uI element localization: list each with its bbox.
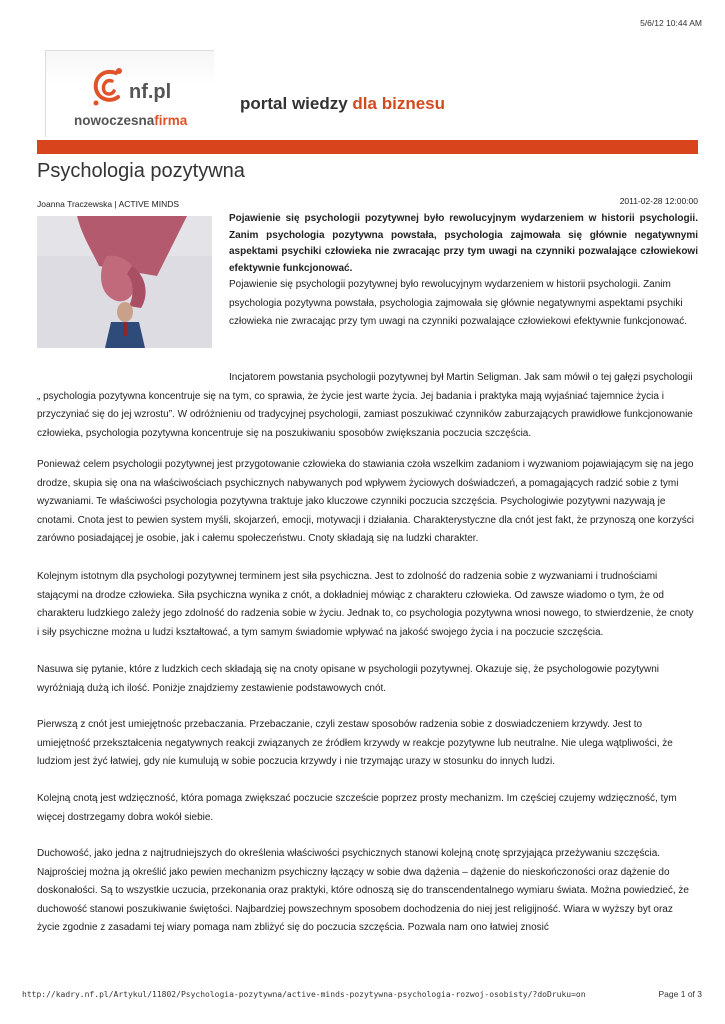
article-author: Joanna Traczewska | ACTIVE MINDS — [37, 199, 180, 209]
logo-firma-text: nowoczesnafirma — [74, 113, 188, 128]
article-title: Psychologia pozytywna — [37, 160, 245, 182]
header-divider-bar — [37, 140, 698, 154]
article-paragraph: Kolejnym istotnym dla psychologi pozytywnej terminem jest siła psychiczna. Jest to zdolność do radzenia sobie z wyzwaniami i trudnościami stającymi na drodze człowieka. Siła psychiczna wynika z cnót, a dokładniej mówiąc z charakteru człowieka. Od zawsze wiadomo o tym, że od charakteru ludzkiego zależy jego zdolność do radzenia sobie w życiu. Jednak to, co psychologia pozytywna wnosi nowego, to stwierdzenie, że cnoty i siły psychiczne można u ludzi kształtować, a tym samym świadomie wpływać na jakość swojego życia i na poczucie szczęścia. — [37, 571, 694, 638]
article-paragraph: Incjatorem powstania psychologii pozytywnej był Martin Seligman. Jak sam mówił o tej gałęzi psychologii „ psychologia pozytywna koncentruje się na tym, co sprawia, że życie jest warte życia. Jej badania i praktyka mają wyjaśniać tajemnice życia i przyczyniać się do jej wzrostu”. W odróżnieniu od tradycyjnej psychologii, zamiast poszukiwać czynników zaburzających prawidłowe funkcjonowanie człowieka, psychologia pozytywna koncentruje się na poszukiwaniu sposobów zwiększania poczucia szczęścia. — [37, 372, 693, 439]
footer-url-link[interactable]: http://kadry.nf.pl/Artykul/11802/Psychologia-pozytywna/active-minds-pozytywna-psychologia-rozwoj-osobisty/?doDruku=on — [22, 990, 586, 999]
article-paragraph: Ponieważ celem psychologii pozytywnej jest przygotowanie człowieka do stawiania czoła wszelkim zadaniom i wyzwaniom pojawiającym się na jego drodze, skupia się ona na właściwościach psychicznych nabywanych pod wpływem życiowych doświadczeń, a pomagających radzić sobie z tymi wyzwaniami. Te właściwości psychologia pozytywna traktuje jako kluczowe czynniki poczucia szczęścia. Psychologiwie pozytywni nazywają je cnotami. Cnota jest to pewien system myśli, skojarzeń, emocji, motywacji i działania. Charakterystyczne dla cnót jest fakt, że przynoszą one korzyści zarówno posiadającej je osobie, jak i całemu społeczeństwu. Cnoty składają się na ludzki charakter. — [37, 459, 694, 544]
footer-page-number: Page 1 of 3 — [658, 989, 702, 999]
article-image — [37, 216, 212, 348]
article-paragraph: Kolejną cnotą jest wdzięczność, która pomaga zwiększać poczucie szczeście poprzez prosty mechanizm. Im częściej czujemy wdzięczność, tym więcej dostrzegamy dobra wokół siebie. — [37, 793, 677, 823]
article-paragraph: Pojawienie się psychologii pozytywnej było rewolucyjnym wydarzeniem w historii psychologii. Zanim psychologia pozytywna powstała, psychologia zajmowała się głównie negatywnymi aspektami psychiki człowieka nie zwracając przy tym uwagi na czynniki pozwalające człowiekowi efektywnie funkcjonować. — [229, 279, 687, 327]
article-paragraph: Nasuwa się pytanie, które z ludzkich cech składają się na cnoty opisane w psychologii pozytywnej. Okazuje się, że psychologowie pozytywni wyróżniają dużą ich ilość. Poniżje znajdziemy zestawienie podstawowych cnót. — [37, 664, 659, 694]
article-paragraph: Pierwszą z cnót jest umiejętnośc przebaczania. Przebaczanie, czyli zestaw sposobów radzenia sobie z doswiadczeniem krzywdy. Jest to umiejętność przekształcenia negatywnych reakcji związanych ze źródłem krzywdy w reakcje pozytywne lub neutralne. Nie ulega wątpliwości, że ludziom jest żyć łatwiej, gdy nie kumulują w sobie poczucia krzywdy i nie trzymając urazy w stosunku do innych ludzi. — [37, 719, 673, 767]
logo-nf-text: nf.pl — [129, 81, 172, 103]
article-date: 2011-02-28 12:00:00 — [619, 196, 698, 206]
article-lead: Pojawienie się psychologii pozytywnej było rewolucyjnym wydarzeniem w historii psychologii. Zanim psychologia pozytywna powstała, psychologia zajmowała się głównie negatywnymi aspektami psychiki człowieka nie zwracając przy tym uwagi na czynniki pozwalające człowiekowi efektywnie funkcjonować. — [229, 213, 698, 274]
article-paragraph: Duchowość, jako jedna z najtrudniejszych do określenia właściwości psychicznych stanowi kolejną cnotę sprzyjająca przeżywaniu szczęścia. Najprościej można ją określić jako pewien mechanizm psychiczny łączący w sobie dwa dążenia – dążenie do nieskończoności oraz dążenie do doskonałości. Są to wszystkie uczucia, przekonania oraz praktyki, które odnoszą się do transcendentalnego wymiaru świata. Można powiedzieć, że duchowość stanowi poszukiwanie świętości. Najbardziej powszechnym sposobem dochodzenia do niej jest religijność. Wiara w wyższy byt oraz życie zgodnie z zasadami tej wiary pomaga nam zbliżyć się do poczucia szczęścia. Pozwala nam ono łatwiej znosić — [37, 848, 689, 933]
print-date: 5/6/12 10:44 AM — [640, 18, 702, 28]
portal-tagline: portal wiedzy dla biznesu — [240, 94, 445, 113]
logo-swirl-icon — [86, 63, 130, 109]
site-logo[interactable] — [45, 50, 214, 137]
